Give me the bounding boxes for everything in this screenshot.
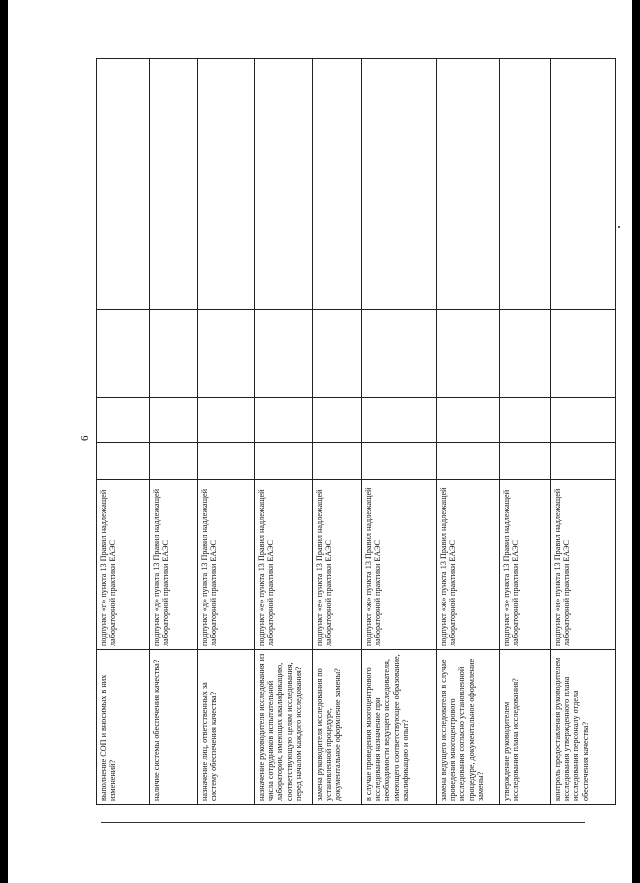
empty-cell bbox=[362, 310, 437, 398]
empty-cell bbox=[437, 59, 500, 310]
empty-cell bbox=[198, 59, 255, 310]
empty-cell bbox=[313, 310, 362, 398]
empty-cell bbox=[313, 59, 362, 310]
page-number: 6 bbox=[79, 435, 91, 441]
empty-cell bbox=[255, 443, 313, 480]
reference-cell: подпункт «з» пункта 13 Правил надлежащей лабораторной практики ЕАЭС bbox=[500, 480, 551, 650]
checklist-table bbox=[96, 58, 616, 805]
reference-cell: подпункт «ж» пункта 13 Правил надлежащей лабораторной практики ЕАЭС bbox=[437, 480, 500, 650]
empty-cell bbox=[500, 398, 551, 443]
scan-speck bbox=[618, 226, 620, 228]
empty-cell bbox=[255, 59, 313, 310]
criterion-cell: назначение лиц, ответственных за систему обеспечения качества? bbox=[198, 650, 255, 805]
empty-cell bbox=[362, 443, 437, 480]
empty-cell bbox=[150, 310, 198, 398]
empty-cell bbox=[500, 443, 551, 480]
empty-cell bbox=[437, 398, 500, 443]
empty-cell bbox=[97, 310, 150, 398]
empty-cell bbox=[198, 443, 255, 480]
empty-cell bbox=[97, 398, 150, 443]
reference-cell: подпункт «е» пункта 13 Правил надлежащей лабораторной практики ЕАЭС bbox=[313, 480, 362, 650]
empty-cell bbox=[150, 443, 198, 480]
reference-cell: подпункт «д» пункта 13 Правил надлежащей лабораторной практики ЕАЭС bbox=[198, 480, 255, 650]
empty-cell bbox=[255, 310, 313, 398]
empty-cell bbox=[198, 310, 255, 398]
empty-cell bbox=[198, 398, 255, 443]
empty-cell bbox=[551, 310, 616, 398]
criterion-cell: утверждение руководителем исследования плана исследования? bbox=[500, 650, 551, 805]
criterion-cell: в случае проведения многоцентрового исследования назначение при необходимости ведущего исследователя, имеющего соответствующее образование, квалификацию и опыт? bbox=[362, 650, 437, 805]
empty-cell bbox=[150, 59, 198, 310]
criterion-cell: контроль предоставления руководителем исследования утвержденного плана исследования персоналу отдела обеспечения качества? bbox=[551, 650, 616, 805]
document-page bbox=[8, 0, 632, 883]
empty-cell bbox=[551, 59, 616, 310]
criterion-cell: выполнение СОП и вносимых в них изменений? bbox=[97, 650, 150, 805]
table-row bbox=[255, 59, 313, 805]
criterion-cell: замена руководителя исследования по установленной процедуре, документальное оформление замены? bbox=[313, 650, 362, 805]
empty-cell bbox=[551, 398, 616, 443]
bottom-rule bbox=[101, 822, 585, 823]
table-row bbox=[437, 59, 500, 805]
empty-cell bbox=[150, 398, 198, 443]
empty-cell bbox=[437, 310, 500, 398]
empty-cell bbox=[362, 59, 437, 310]
reference-cell: подпункт «и» пункта 13 Правил надлежащей лабораторной практики ЕАЭС bbox=[551, 480, 616, 650]
criterion-cell: наличие системы обеспечения качества? bbox=[150, 650, 198, 805]
empty-cell bbox=[437, 443, 500, 480]
empty-cell bbox=[313, 398, 362, 443]
checklist-table-wrapper bbox=[96, 59, 590, 805]
empty-cell bbox=[362, 398, 437, 443]
table-row bbox=[551, 59, 616, 805]
empty-cell bbox=[551, 443, 616, 480]
reference-cell: подпункт «е» пункта 13 Правил надлежащей лабораторной практики ЕАЭС bbox=[255, 480, 313, 650]
empty-cell bbox=[500, 310, 551, 398]
reference-cell: подпункт «д» пункта 13 Правил надлежащей лабораторной практики ЕАЭС bbox=[150, 480, 198, 650]
empty-cell bbox=[97, 59, 150, 310]
checklist-table-body bbox=[97, 59, 616, 805]
empty-cell bbox=[313, 443, 362, 480]
table-row bbox=[97, 59, 150, 805]
criterion-cell: назначение руководителя исследования из числа сотрудников испытательной лаборатории, имеющих квалификацию, соответствующую целям исследования, перед началом каждого исследования? bbox=[255, 650, 313, 805]
empty-cell bbox=[500, 59, 551, 310]
table-row bbox=[313, 59, 362, 805]
criterion-cell: замена ведущего исследователя в случае проведения многоцентрового исследования согласно установленной процедуре, документальное оформление замены? bbox=[437, 650, 500, 805]
table-row bbox=[500, 59, 551, 805]
reference-cell: подпункт «ж» пункта 13 Правил надлежащей лабораторной практики ЕАЭС bbox=[362, 480, 437, 650]
table-row bbox=[198, 59, 255, 805]
empty-cell bbox=[255, 398, 313, 443]
table-row bbox=[150, 59, 198, 805]
empty-cell bbox=[97, 443, 150, 480]
table-row bbox=[362, 59, 437, 805]
reference-cell: подпункт «г» пункта 13 Правил надлежащей лабораторной практики ЕАЭС bbox=[97, 480, 150, 650]
